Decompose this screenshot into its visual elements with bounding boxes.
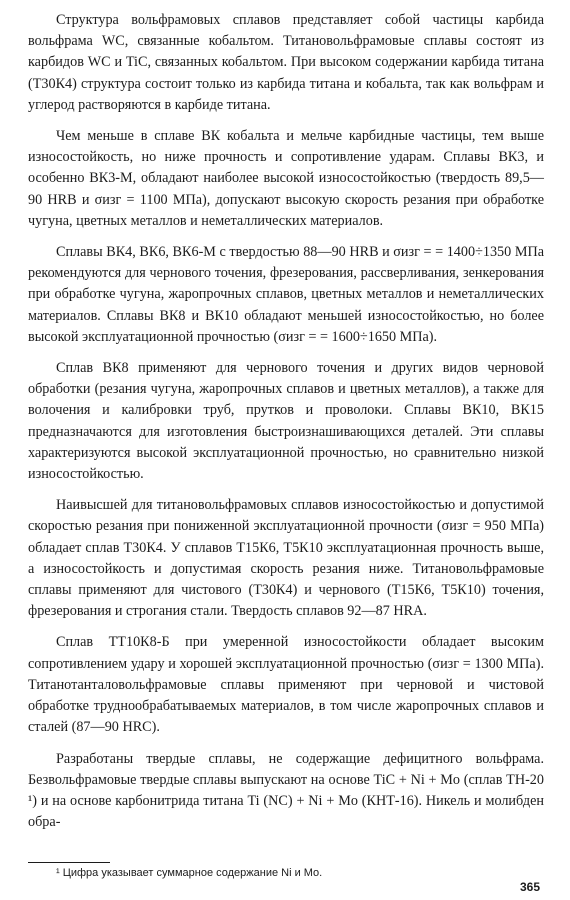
footnote-rule [28, 862, 110, 863]
footnote: ¹ Цифра указывает суммарное содержание Ni и Mo. [56, 867, 323, 879]
paragraph: Сплав ВК8 применяют для чернового точения и других видов черновой обработки (резания чугуна, жаропрочных сплавов и цветных металлов), а также для волочения и калибровки труб, прутков и проволоки. Сплавы ВК10, ВК15 предназначаются для изготовления быстроизнашивающихся деталей. Эти сплавы характеризуются высокой эксплуатационной прочностью, но сравнительно низкой износостойкостью. [28, 360, 544, 483]
paragraph: Разработаны твердые сплавы, не содержащие дефицитного вольфрама. Безвольфрамовые твердые сплавы выпускают на основе TiC + Ni + Mo (сплав ТН-20 ¹) и на основе карбонитрида титана Ti (NC) + Ni + Mo (КНТ-16). Никель и молибден обра- [28, 750, 544, 831]
paragraph: Наивысшей для титановольфрамовых сплавов износостойкостью и допустимой скоростью резания при пониженной эксплуатационной прочности (σизг = 950 МПа) обладает сплав Т30К4. У сплавов Т15К6, Т5К10 эксплуатационная прочность выше, а износостойкость и допустимая скорость резания ниже. Титановольфрамовые сплавы применяют для чистового (Т30К4) и чернового (Т15К6, Т5К10) точения, фрезерования и строгания стали. Твердость сплавов 92—87 HRA. [28, 497, 544, 620]
paragraph: Сплав ТТ10К8-Б при умеренной износостойкости обладает высоким сопротивлением удару и хорошей эксплуатационной прочностью (σизг = 1300 МПа). Титанотанталовольфрамовые сплавы применяют при черновой и чистовой обработке труднообрабатываемых материалов, в том числе жаропрочных сплавов и сталей (87—90 HRC). [28, 634, 544, 736]
paragraph: Сплавы ВК4, ВК6, ВК6-М с твердостью 88—90 HRB и σизг = = 1400÷1350 МПа рекомендуются для чернового точения, фрезерования, рассверливания, зенкерования при обработке чугуна, жаропрочных сплавов, цветных металлов и неметаллических материалов. Сплавы ВК8 и ВК10 обладают меньшей износостойкостью, но более высокой эксплуатационной прочностью (σизг = = 1600÷1650 МПа). [28, 244, 544, 345]
paragraph: Чем меньше в сплаве ВК кобальта и мельче карбидные частицы, тем выше износостойкость, но ниже прочность и сопротивление ударам. Сплавы ВК3, и особенно ВК3-М, обладают наиболее высокой износостойкостью (твердость 89,5—90 HRB и σизг = 1100 МПа), допускают высокую скорость резания при обработке чугуна, цветных металлов и неметаллических материалов. [28, 128, 544, 229]
page-number: 365 [520, 880, 541, 894]
body-text [28, 10, 544, 843]
paragraph: Структура вольфрамовых сплавов представляет собой частицы карбида вольфрама WC, связанные кобальтом. Титановольфрамовые сплавы состоят из карбидов WC и TiC, связанных кобальтом. При высоком содержании карбида титана (Т30К4) структура состоит только из карбида титана и кобальта, так как вольфрам и углерод растворяются в карбиде титана. [28, 12, 544, 113]
